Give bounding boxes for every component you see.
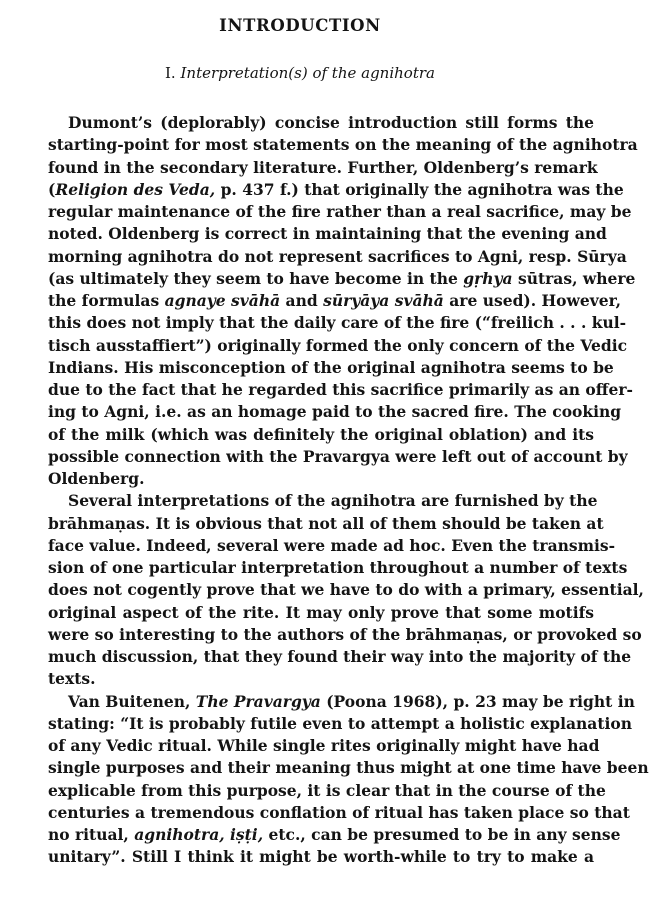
- text-line: sion of one particular interpretation throughout a number of texts: [48, 558, 628, 577]
- text-line: [48, 268, 636, 290]
- text-line: single purposes and their meaning thus might at one time have been: [48, 758, 649, 778]
- text-line: due to the fact that he regarded this sacrifice primarily as an offer-: [48, 380, 633, 399]
- text-line: were so interesting to the authors of the brāhmaṇas, or provoked so: [48, 624, 642, 644]
- text-line: explicable from this purpose, it is clear that in the course of the: [48, 780, 606, 800]
- text-segment: Van Buitenen,: [68, 691, 196, 711]
- text-line: Dumont’s (deplorably) concise introduction still forms the: [68, 113, 594, 132]
- text-line: tisch ausstaffiert”) originally formed the only concern of the Vedic: [48, 335, 628, 355]
- italic-text: agnaye svāhā: [164, 291, 281, 310]
- text-segment: etc., can be presumed to be in any sense: [263, 825, 621, 844]
- text-line: face value. Indeed, several were made ad hoc. Even the transmis-: [48, 535, 616, 555]
- text-line: possible connection with the Pravargya were left out of account by: [48, 446, 628, 466]
- text-line: regular maintenance of the fire rather than a real sacrifice, may be: [48, 202, 632, 221]
- section-title: Interpretation(s) of the agnihotra: [180, 64, 435, 82]
- paragraph: [48, 490, 644, 690]
- text-line: Oldenberg.: [48, 469, 145, 488]
- italic-text: gṛhya: [463, 268, 513, 288]
- text-segment: no ritual,: [48, 825, 135, 844]
- italic-text: The Pravargya: [195, 691, 321, 711]
- text-segment: are used). However,: [443, 291, 622, 310]
- text-line: this does not imply that the daily care of the fire (“freilich . . . kul-: [48, 313, 627, 333]
- text-line: texts.: [48, 669, 96, 689]
- body-text: [48, 112, 649, 869]
- text-line: original aspect of the rite. It may only prove that some motifs: [48, 602, 594, 622]
- text-line: morning agnihotra do not represent sacrifices to Agni, resp. Sūrya: [48, 246, 627, 266]
- text-line: [48, 691, 635, 713]
- paragraph: [48, 112, 638, 490]
- italic-text: Religion des Veda,: [55, 179, 216, 199]
- chapter-title: INTRODUCTION: [219, 16, 381, 35]
- text-line: stating: “It is probably futile even to attempt a holistic explanation: [48, 713, 632, 733]
- text-line: noted. Oldenberg is correct in maintaining that the evening and: [48, 224, 607, 244]
- text-line: starting-point for most statements on the meaning of the agnihotra: [48, 135, 638, 155]
- text-line: unitary”. Still I think it might be worth-while to try to make a: [48, 847, 594, 867]
- text-segment: sūtras, where: [512, 268, 636, 288]
- text-line: of the milk (which was definitely the original oblation) and its: [48, 424, 594, 444]
- text-line: Several interpretations of the agnihotra are furnished by the: [68, 491, 598, 511]
- text-line: [48, 179, 624, 201]
- text-line: ing to Agni, i.e. as an homage paid to the sacred fire. The cooking: [48, 402, 622, 422]
- text-line: Indians. His misconception of the original agnihotra seems to be: [48, 357, 614, 377]
- section-number: I.: [165, 64, 176, 82]
- text-segment: the formulas: [48, 291, 165, 310]
- italic-text: agnihotra, iṣṭi,: [134, 825, 264, 844]
- text-line: of any Vedic ritual. While single rites originally might have had: [48, 736, 600, 755]
- text-line: brāhmaṇas. It is obvious that not all of them should be taken at: [48, 513, 604, 533]
- section-heading: [0, 64, 600, 82]
- text-line: centuries a tremendous conflation of ritual has taken place so that: [48, 802, 630, 822]
- paragraph: [48, 691, 649, 869]
- text-segment: (: [48, 179, 56, 199]
- text-line: much discussion, that they found their way into the majority of the: [48, 647, 632, 666]
- text-segment: (as ultimately they seem to have become in the: [48, 268, 464, 288]
- text-segment: and: [280, 291, 324, 310]
- text-line: does not cogently prove that we have to do with a primary, essential,: [48, 580, 644, 600]
- text-segment: p. 437 f.) that originally the agnihotra was the: [215, 179, 624, 199]
- italic-text: sūryāya svāhā: [323, 291, 444, 310]
- text-segment: (Poona 1968), p. 23 may be right in: [320, 691, 635, 711]
- text-line: found in the secondary literature. Further, Oldenberg’s remark: [48, 157, 598, 177]
- text-line: [48, 824, 621, 846]
- text-line: [48, 290, 622, 312]
